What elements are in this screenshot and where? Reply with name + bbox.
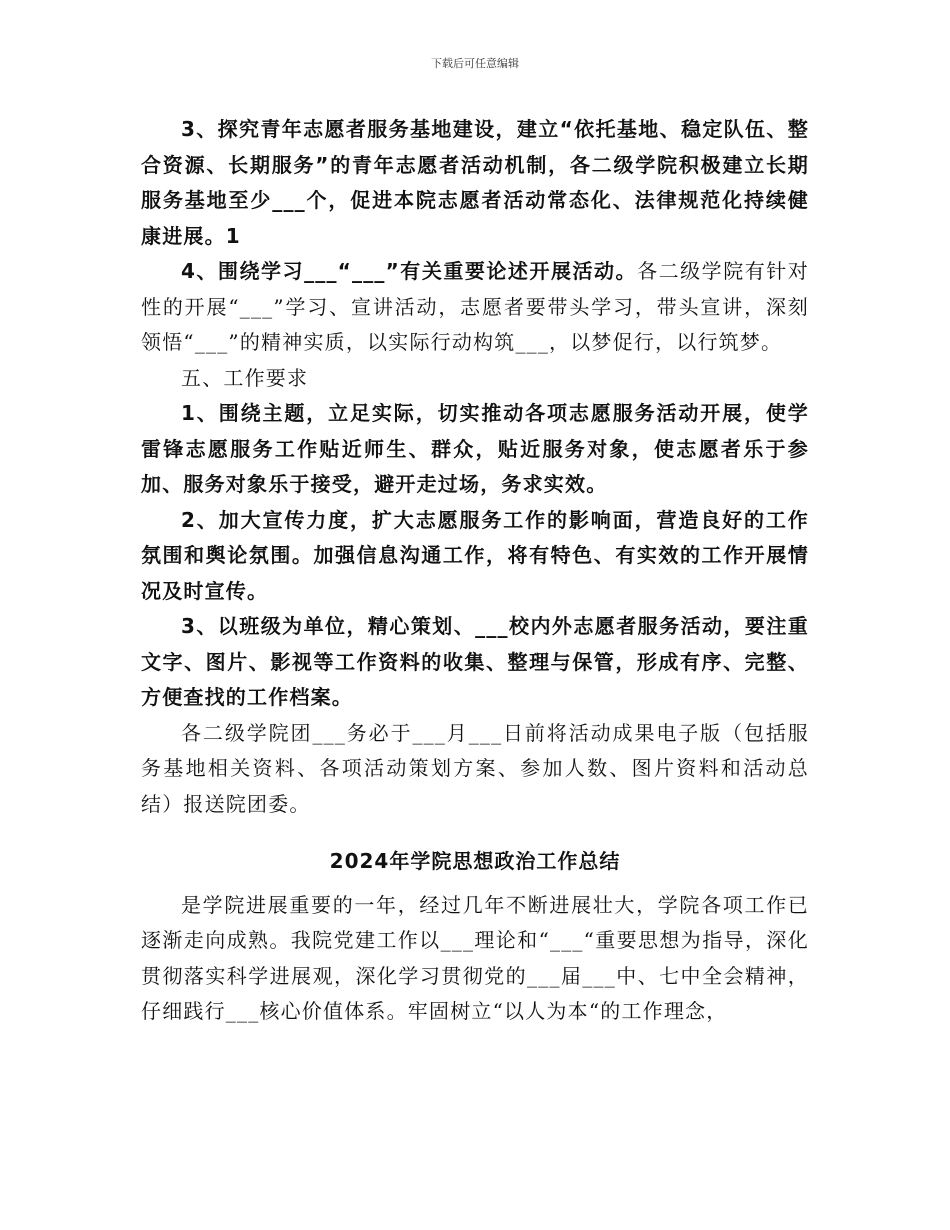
paragraph-summary-intro: 是学院进展重要的一年，经过几年不断进展壮大，学院各项工作已逐渐走向成熟。我院党建工作以___理论和“___“重要思想为指导，深化贯彻落实科学进展观，深化学习贯彻党的___届___中、七中全会精神，仔细践行___核心价值体系。牢固树立“以人为本“的工作理念，	[141, 892, 809, 1023]
paragraph-item-4-study-activities	[141, 254, 809, 361]
paragraph-requirement-1: 1、围绕主题，立足实际，切实推动各项志愿服务活动开展，使学雷锋志愿服务工作贴近师生、群众，贴近服务对象，使志愿者乐于参加、服务对象乐于接受，避开走过场，务求实效。	[141, 401, 809, 496]
paragraph-rest: 各二级学院有针对性的开展“___”学习、宣讲活动，志愿者要带头学习，带头宣讲，深刻领悟“___”的精神实质，以实际行动构筑___，以梦促行，以行筑梦。	[141, 259, 809, 354]
paragraph-requirement-2: 2、加大宣传力度，扩大志愿服务工作的影响面，营造良好的工作氛围和舆论氛围。加强信息沟通工作，将有特色、有实效的工作开展情况及时宣传。	[141, 507, 809, 603]
document-body	[141, 112, 809, 1030]
document-title: 2024年学院思想政治工作总结	[329, 849, 621, 873]
paragraph-item-3-base-building: 3、探究青年志愿者服务基地建设，建立“依托基地、稳定队伍、整合资源、长期服务”的青年志愿者活动机制，各二级学院积极建立长期服务基地至少___个，促进本院志愿者活动常态化、法律规范化持续健康进展。1	[141, 117, 809, 248]
section-heading-work-requirements: 五、工作要求	[181, 365, 309, 390]
paragraph-requirement-3: 3、以班级为单位，精心策划、___校内外志愿者服务活动，要注重文字、图片、影视等工作资料的收集、整理与保管，形成有序、完整、方便查找的工作档案。	[141, 614, 809, 709]
paragraph-submission-notice: 各二级学院团___务必于___月___日前将活动成果电子版（包括服务基地相关资料、各项活动策划方案、参加人数、图片资料和活动总结）报送院团委。	[141, 720, 809, 816]
paragraph-lead: 4、围绕学习___“___”有关重要论述开展活动。	[181, 259, 638, 283]
header-note: 下载后可任意编辑	[431, 57, 519, 70]
